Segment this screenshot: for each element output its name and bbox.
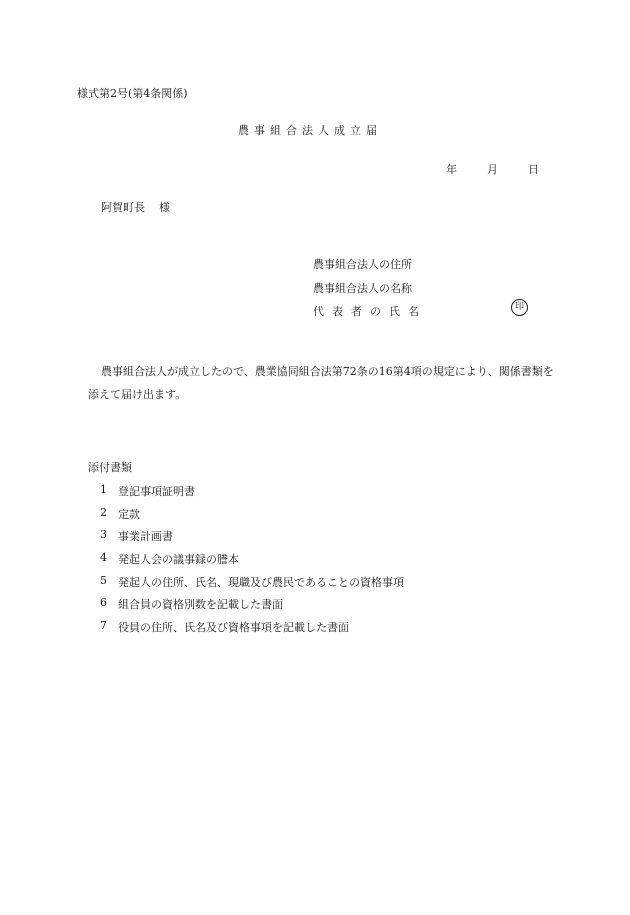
attachment-text: 登記事項証明書 <box>118 485 195 498</box>
representative-name-label: 代表者の氏名 <box>313 305 427 318</box>
attachment-item <box>100 619 404 642</box>
date-month-label: 月 <box>487 163 498 176</box>
addressee <box>101 199 170 215</box>
seal-mark: 印 <box>511 299 528 316</box>
attachments-heading: 添付書類 <box>88 461 132 474</box>
attachment-number: 3 <box>100 528 107 542</box>
attachment-text: 役員の住所、氏名及び資格事項を記載した書面 <box>118 621 349 635</box>
date-year-label: 年 <box>446 163 457 176</box>
date-line <box>446 161 539 177</box>
addressee-honorific: 様 <box>159 201 170 214</box>
addressee-name: 阿賀町長 <box>101 201 145 214</box>
attachment-item <box>100 506 404 529</box>
form-number: 様式第2号(第4条関係) <box>77 87 188 100</box>
attachment-number: 2 <box>100 505 107 519</box>
attachment-number: 4 <box>100 551 107 565</box>
attachment-item <box>100 574 404 597</box>
attachment-number: 6 <box>100 596 107 610</box>
attachment-number: 1 <box>100 483 107 496</box>
attachment-text: 定款 <box>118 507 140 521</box>
attachment-text: 組合員の資格別数を記載した書面 <box>118 598 283 612</box>
document-title: 農事組合法人成立届 <box>238 124 382 137</box>
attachment-item <box>100 483 404 506</box>
corp-name-label: 農事組合法人の名称 <box>313 282 412 295</box>
corp-address-label: 農事組合法人の住所 <box>313 258 412 271</box>
attachments-list <box>100 483 404 642</box>
attachment-text: 事業計画書 <box>118 530 173 544</box>
attachment-item <box>100 528 404 551</box>
attachment-text: 発起人会の議事録の謄本 <box>118 553 239 567</box>
attachment-number: 7 <box>100 619 107 633</box>
date-day-label: 日 <box>528 163 539 176</box>
attachment-item <box>100 551 404 574</box>
attachment-number: 5 <box>100 573 107 587</box>
attachment-text: 発起人の住所、氏名、現職及び農民であることの資格事項 <box>118 575 404 589</box>
attachment-item <box>100 596 404 619</box>
body-text: 農事組合法人が成立したので、農業協同組合法第72条の16第4項の規定により、関係書類を添えて届け出ます。 <box>88 365 554 401</box>
